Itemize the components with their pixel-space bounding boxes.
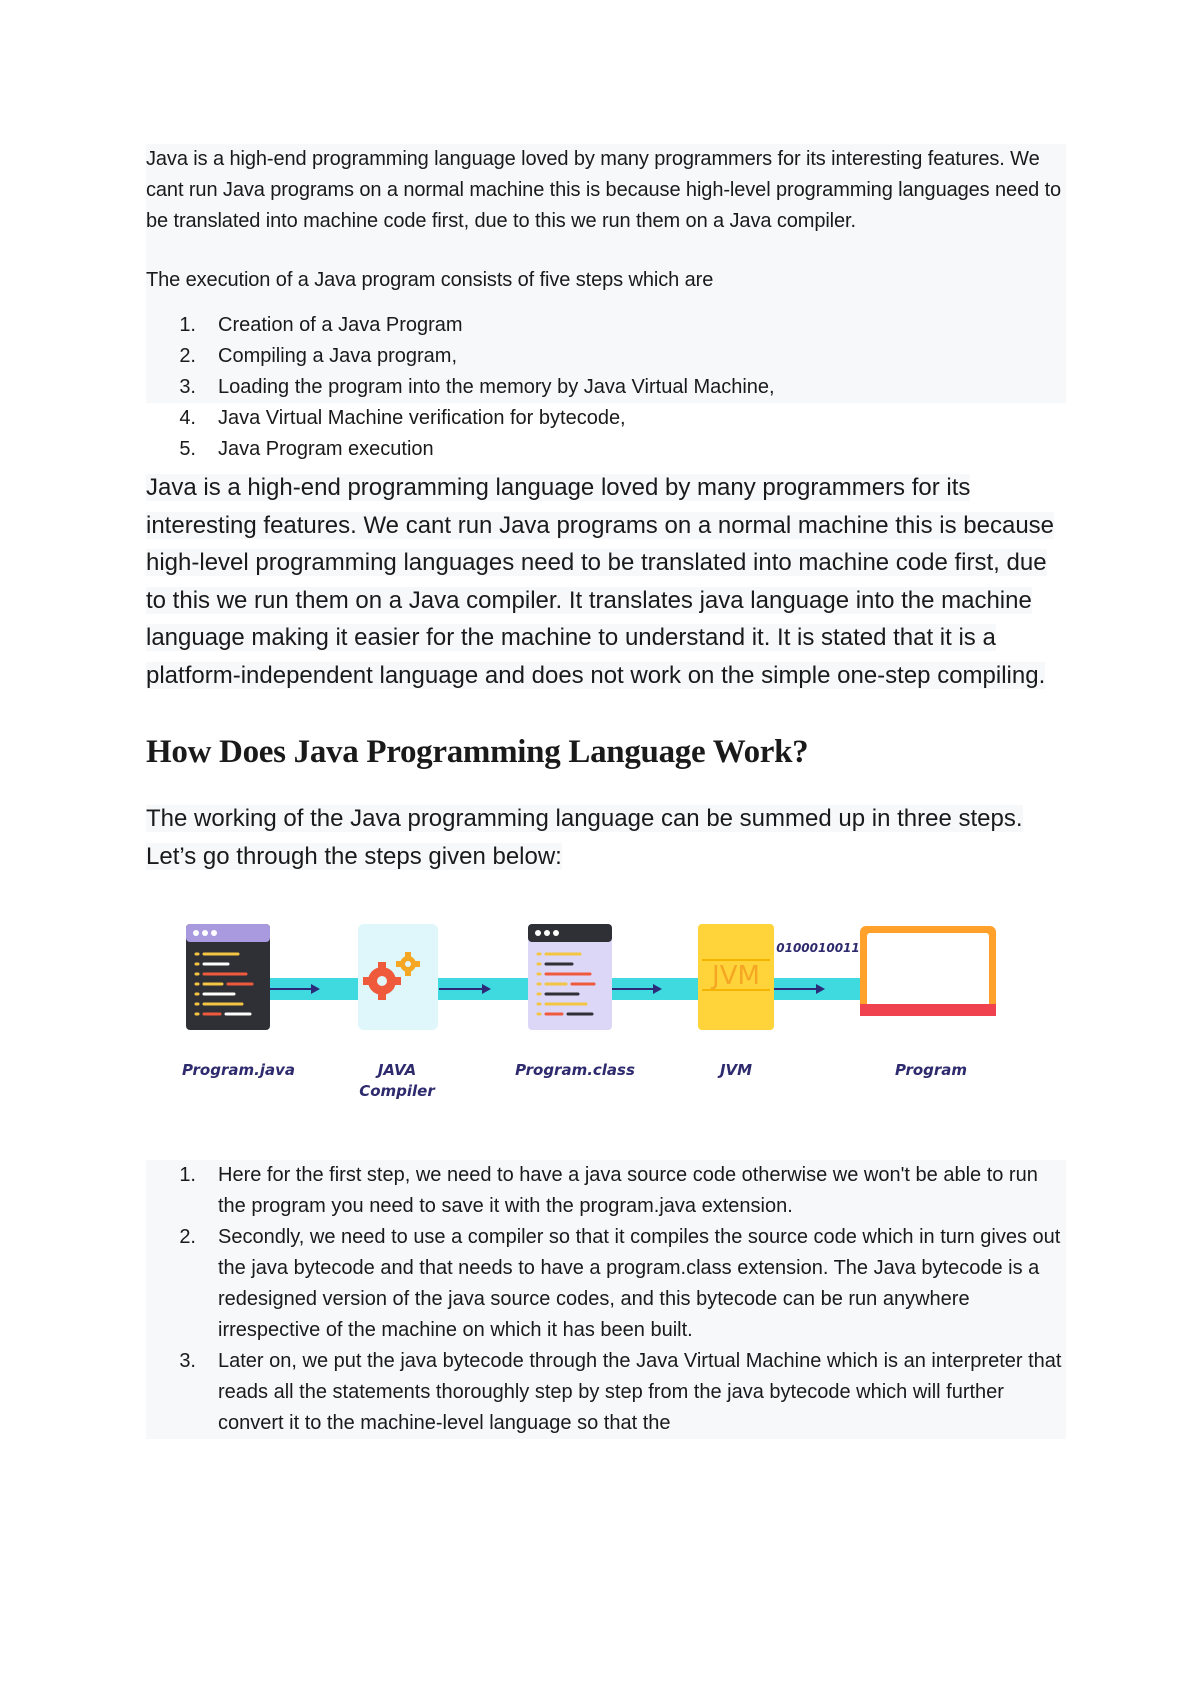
binary-text: 0100010011 (776, 941, 860, 955)
workflow-graphic (146, 924, 1066, 1124)
label-program: Program (894, 1061, 968, 1079)
compiler-gear-icon (358, 924, 438, 1030)
list-item: 2. Compiling a Java program, (179, 345, 457, 367)
label-program-java: Program.java (182, 1061, 295, 1079)
label-jvm: JVM (719, 1061, 753, 1079)
section-heading: How Does Java Programming Language Work? (146, 734, 809, 770)
label-java-compiler: JAVA Compiler (359, 1061, 435, 1100)
document-page (146, 144, 1066, 1439)
list-item: 4. Java Virtual Machine verification for bytecode, (179, 407, 626, 429)
list-item: 3. Later on, we put the java bytecode through the Java Virtual Machine which is an interpreter that reads all the statements thoroughly step by step from the java bytecode which will further convert it to the machine-level language so that the (179, 1350, 1062, 1434)
label-program-class: Program.class (515, 1061, 635, 1079)
jvm-box-text: JVM (712, 961, 760, 991)
list-item: 1. Here for the first step, we need to have a java source code otherwise we won't be able to run the program you need to save it with the program.java extension. (179, 1164, 1038, 1217)
intro-paragraph: Java is a high-end programming language loved by many programmers for its interesting features. We cant run Java programs on a normal machine this is because high-level programming languages need to be translated into machine code first, due to this we run them on a Java compiler. (146, 148, 1062, 232)
steps-intro: The execution of a Java program consists of five steps which are (146, 269, 714, 291)
large-paragraph: Java is a high-end programming language loved by many programmers for its interesting features. We cant run Java programs on a normal machine this is because high-level programming languages need to be translated into machine code first, due to this we run them on a Java compiler. It translates java language into the machine language making it easier for the machine to understand it. It is stated that it is a platform-independent language and does not work on the simple one-step compiling. (146, 474, 1055, 689)
execution-steps-list-continued (146, 403, 1066, 465)
list-item: 2. Secondly, we need to use a compiler so that it compiles the source code which in turn gives out the java bytecode and that needs to have a program.class extension. The Java bytecode is a redesigned version of the java source codes, and this bytecode can be run anywhere irrespective of the machine on which it has been built. (179, 1226, 1061, 1341)
source-code-editor-icon (186, 924, 270, 1030)
monitor-icon (860, 926, 996, 1016)
java-workflow-diagram (146, 924, 1066, 1124)
bytecode-file-icon (528, 924, 612, 1030)
working-steps-list (146, 1160, 1066, 1439)
intro-block (146, 144, 1066, 403)
execution-steps-list (146, 310, 1066, 403)
list-item: 3. Loading the program into the memory by Java Virtual Machine, (179, 376, 775, 398)
list-item: 5. Java Program execution (179, 438, 434, 460)
list-item: 1. Creation of a Java Program (179, 314, 463, 336)
working-intro: The working of the Java programming language can be summed up in three steps. Let’s go through the steps given below: (146, 805, 1023, 870)
jvm-box-icon (698, 924, 774, 1030)
